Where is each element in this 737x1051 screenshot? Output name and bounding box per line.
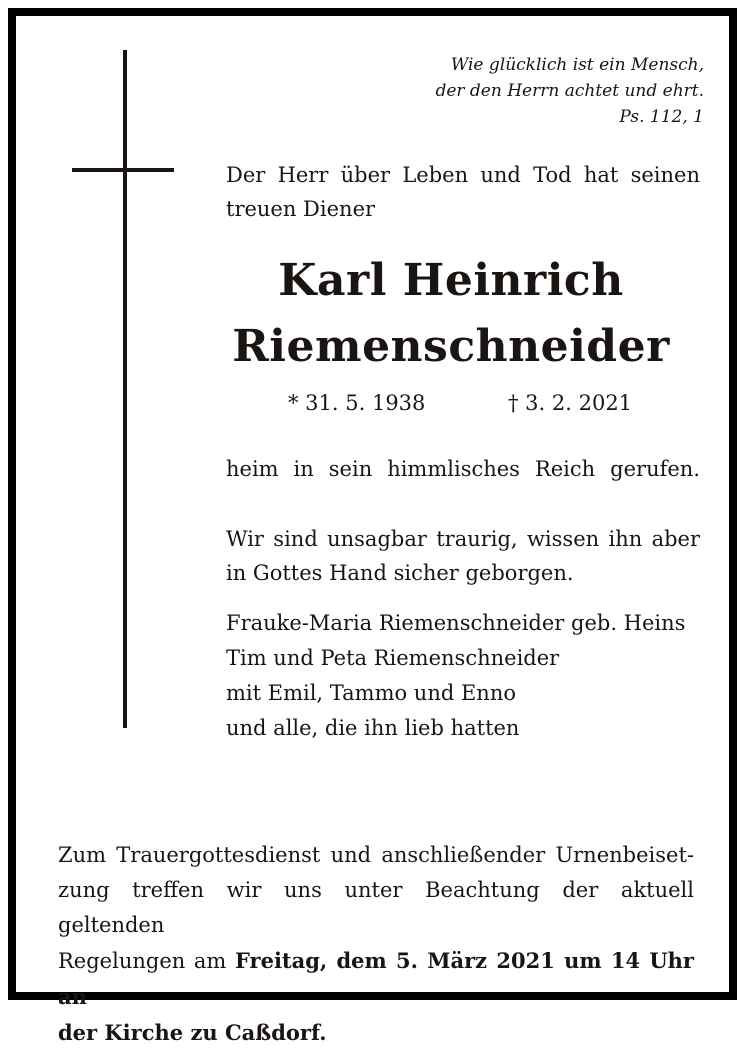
psalm-quote <box>435 52 704 130</box>
service-line <box>58 943 694 1015</box>
called-home-text: heim in sein himmlisches Reich gerufen. <box>226 457 700 481</box>
service-notice <box>58 838 694 1051</box>
psalm-line: der den Herrn achtet und ehrt. <box>435 81 704 101</box>
family-member: Tim und Peta Riemenschneider <box>226 646 560 670</box>
psalm-reference: Ps. 112, 1 <box>619 107 704 127</box>
obituary-frame <box>8 8 737 1045</box>
psalm-line: Wie glücklich ist ein Mensch, <box>450 55 704 75</box>
intro-text <box>226 158 700 226</box>
family-member: mit Emil, Tammo und Enno <box>226 681 517 705</box>
deceased-first-names: Karl Heinrich <box>278 255 624 306</box>
service-line: zung treffen wir uns unter Beachtung der aktuell geltenden <box>58 878 694 937</box>
intro-line: Der Herr über Leben und Tod hat seinen <box>226 163 700 187</box>
service-line: Zum Trauergottesdienst und anschließender Urnenbeiset- <box>58 843 694 867</box>
service-text: Regelungen am <box>58 949 235 973</box>
deceased-last-name: Riemenschneider <box>232 321 670 372</box>
birth-date: * 31. 5. 1938 <box>288 391 426 415</box>
deceased-name <box>216 248 686 380</box>
service-line <box>58 1015 694 1051</box>
cross-icon <box>123 50 127 728</box>
mourning-line: in Gottes Hand sicher geborgen. <box>226 561 574 585</box>
cross-icon-bar <box>72 168 174 172</box>
family-list <box>226 606 700 746</box>
service-location: der Kirche zu Caßdorf. <box>58 1020 327 1045</box>
service-date-time: Freitag, dem 5. März 2021 um 14 Uhr an <box>58 948 694 1009</box>
family-member: und alle, die ihn lieb hatten <box>226 716 520 740</box>
mourning-line: Wir sind unsagbar traurig, wissen ihn aber <box>226 527 700 551</box>
death-date: † 3. 2. 2021 <box>508 391 633 415</box>
mourning-text <box>226 522 700 590</box>
intro-line: treuen Diener <box>226 197 376 221</box>
family-member: Frauke-Maria Riemenschneider geb. Heins <box>226 611 686 635</box>
